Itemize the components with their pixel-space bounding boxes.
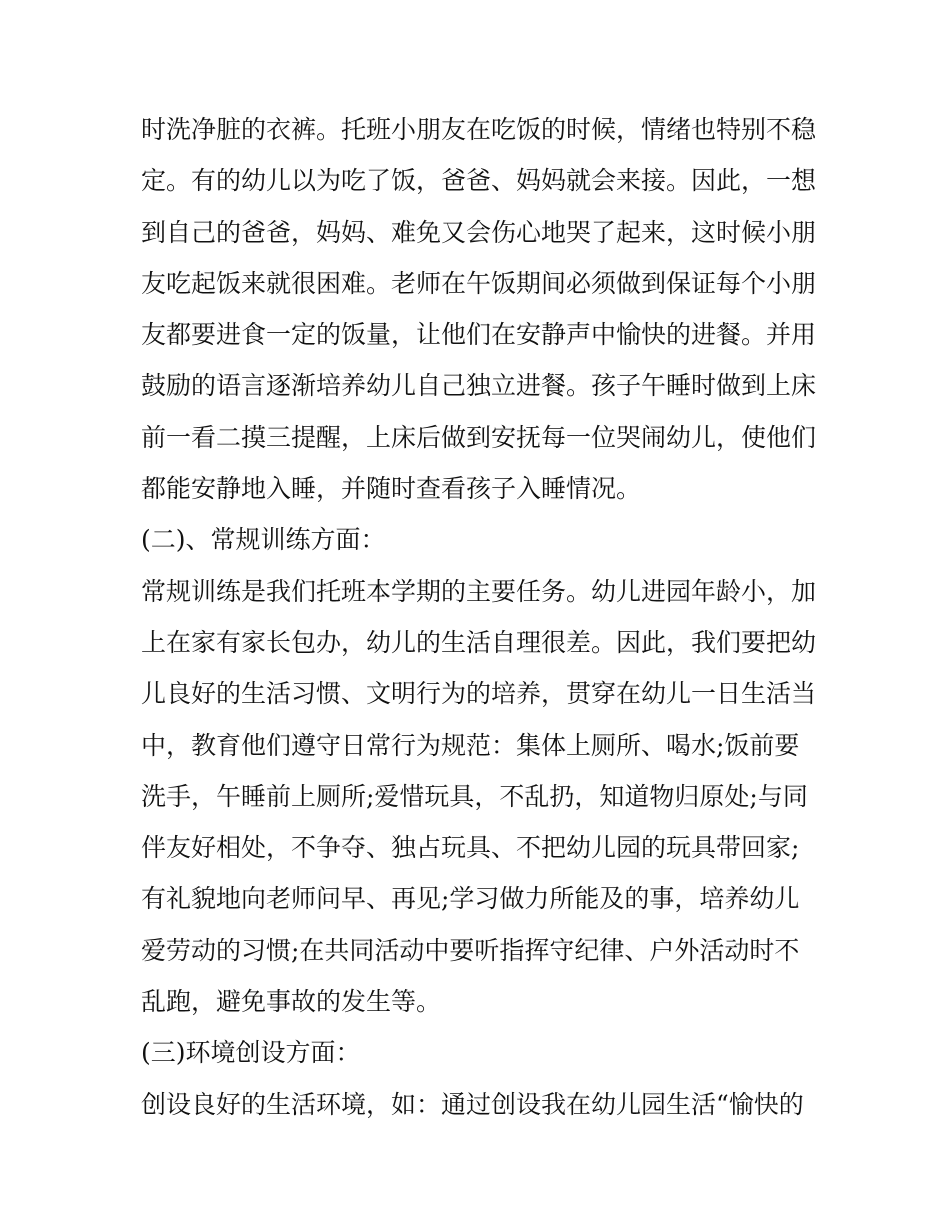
text-line: 乱跑，避免事故的发生等。 xyxy=(141,987,442,1017)
section-heading-routine-training: (二)、常规训练方面： xyxy=(141,525,386,555)
text-line: 友吃起饭来就很困难。老师在午饭期间必须做到保证每个小朋 xyxy=(141,268,817,298)
text-line: 友都要进食一定的饭量，让他们在安静声中愉快的进餐。并用 xyxy=(141,320,817,350)
text-line: 中，教育他们遵守日常行为规范：集体上厕所、喝水;饭前要 xyxy=(141,730,800,760)
text-line: 前一看二摸三提醒，上床后做到安抚每一位哭闹幼儿，使他们 xyxy=(141,422,817,452)
text-line: 爱劳动的习惯;在共同活动中要听指挥守纪律、户外活动时不 xyxy=(141,935,800,965)
text-line: 鼓励的语言逐渐培养幼儿自己独立进餐。孩子午睡时做到上床 xyxy=(141,371,817,401)
section-heading-environment: (三)环境创设方面： xyxy=(141,1038,361,1068)
text-line: 都能安静地入睡，并随时查看孩子入睡情况。 xyxy=(141,474,642,504)
text-line: 常规训练是我们托班本学期的主要任务。幼儿进园年龄小，加 xyxy=(141,576,817,606)
body-text xyxy=(141,104,821,1130)
text-line: 伴友好相处，不争夺、独占玩具、不把幼儿园的玩具带回家; xyxy=(141,833,800,863)
text-line: 定。有的幼儿以为吃了饭，爸爸、妈妈就会来接。因此，一想 xyxy=(141,166,817,196)
text-line: 上在家有家长包办，幼儿的生活自理很差。因此，我们要把幼 xyxy=(141,627,817,657)
text-line: 有礼貌地向老师问早、再见;学习做力所能及的事，培养幼儿 xyxy=(141,884,800,914)
text-line: 儿良好的生活习惯、文明行为的培养，贯穿在幼儿一日生活当 xyxy=(141,679,817,709)
text-line: 创设良好的生活环境，如：通过创设我在幼儿园生活“愉快的 xyxy=(141,1089,804,1119)
text-line: 到自己的爸爸，妈妈、难免又会伤心地哭了起来，这时候小朋 xyxy=(141,217,817,247)
text-line: 洗手，午睡前上厕所;爱惜玩具，不乱扔，知道物归原处;与同 xyxy=(141,781,808,811)
text-line: 时洗净脏的衣裤。托班小朋友在吃饭的时候，情绪也特别不稳 xyxy=(141,115,817,144)
